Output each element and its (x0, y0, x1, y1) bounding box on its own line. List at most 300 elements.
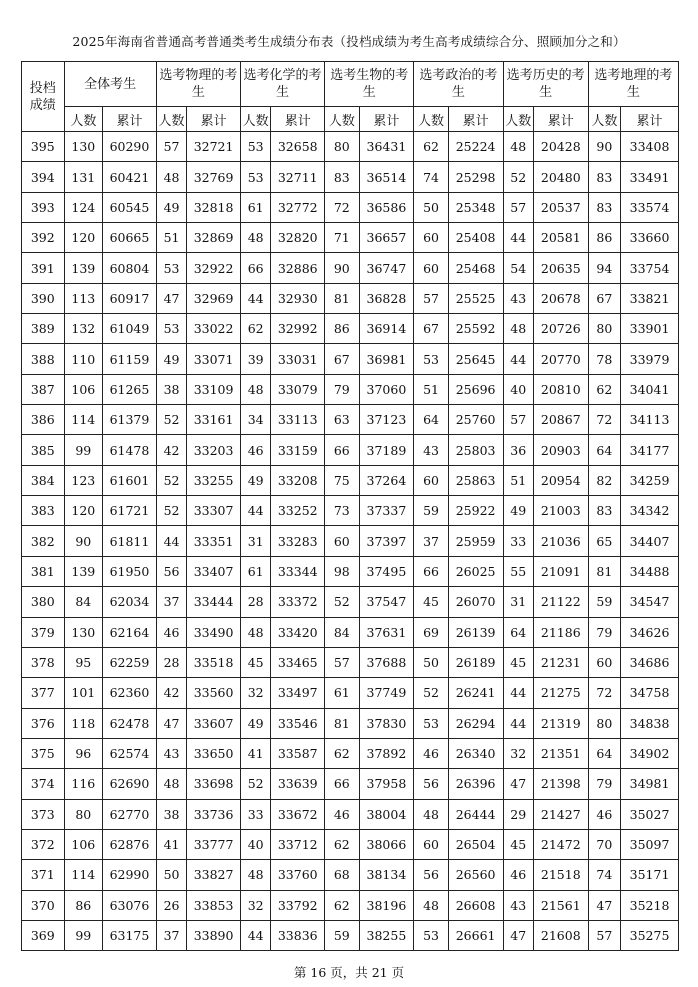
count-cell: 48 (503, 314, 533, 344)
count-cell: 95 (64, 647, 103, 677)
table-row (22, 526, 679, 556)
cumulative-cell: 32992 (271, 314, 325, 344)
cumulative-cell: 33203 (187, 435, 241, 465)
cumulative-cell: 21091 (533, 556, 588, 586)
cumulative-cell: 26560 (448, 860, 503, 890)
cumulative-cell: 61159 (103, 344, 157, 374)
cumulative-cell: 25348 (448, 192, 503, 222)
cumulative-cell: 34981 (621, 769, 679, 799)
cumulative-cell: 25922 (448, 496, 503, 526)
cumulative-cell: 20480 (533, 162, 588, 192)
count-cell: 44 (503, 708, 533, 738)
cumulative-cell: 61811 (103, 526, 157, 556)
cumulative-cell: 26189 (448, 647, 503, 677)
cumulative-cell: 34686 (621, 647, 679, 677)
count-cell: 47 (503, 769, 533, 799)
cumulative-cell: 36586 (359, 192, 414, 222)
score-cell: 386 (22, 405, 65, 435)
cumulative-cell: 38004 (359, 799, 414, 829)
cumulative-cell: 35218 (621, 890, 679, 920)
table-row (22, 435, 679, 465)
cumulative-cell: 37631 (359, 617, 414, 647)
count-cell: 78 (588, 344, 620, 374)
count-cell: 49 (503, 496, 533, 526)
cumulative-cell: 26396 (448, 769, 503, 799)
count-cell: 31 (503, 587, 533, 617)
count-cell: 86 (588, 223, 620, 253)
cumulative-cell: 33639 (271, 769, 325, 799)
cumulative-cell: 62259 (103, 647, 157, 677)
cumulative-cell: 21561 (533, 890, 588, 920)
table-row (22, 617, 679, 647)
count-cell: 130 (64, 617, 103, 647)
count-cell: 61 (240, 556, 270, 586)
cumulative-cell: 21122 (533, 587, 588, 617)
cumulative-cell: 33587 (271, 738, 325, 768)
count-header: 人数 (325, 107, 359, 132)
table-row (22, 799, 679, 829)
cumulative-cell: 36747 (359, 253, 414, 283)
count-cell: 83 (588, 162, 620, 192)
cumulative-cell: 25696 (448, 374, 503, 404)
cumulative-cell: 33031 (271, 344, 325, 374)
count-cell: 31 (240, 526, 270, 556)
cumulative-cell: 25298 (448, 162, 503, 192)
count-cell: 118 (64, 708, 103, 738)
cumulative-cell: 60290 (103, 132, 157, 162)
score-cell: 372 (22, 829, 65, 859)
cumulative-cell: 32886 (271, 253, 325, 283)
count-cell: 83 (325, 162, 359, 192)
cumulative-cell: 33351 (187, 526, 241, 556)
count-cell: 37 (414, 526, 448, 556)
score-cell: 388 (22, 344, 65, 374)
cumulative-cell: 62574 (103, 738, 157, 768)
cumulative-cell: 21231 (533, 647, 588, 677)
cumulative-cell: 33113 (271, 405, 325, 435)
score-cell: 369 (22, 920, 65, 950)
count-cell: 53 (156, 253, 186, 283)
count-cell: 52 (240, 769, 270, 799)
count-cell: 62 (414, 132, 448, 162)
count-cell: 69 (414, 617, 448, 647)
count-cell: 60 (414, 465, 448, 495)
count-header: 人数 (64, 107, 103, 132)
cumulative-cell: 33672 (271, 799, 325, 829)
cumulative-cell: 33372 (271, 587, 325, 617)
count-cell: 98 (325, 556, 359, 586)
score-cell: 391 (22, 253, 65, 283)
cumulative-cell: 33660 (621, 223, 679, 253)
count-cell: 60 (325, 526, 359, 556)
count-cell: 28 (156, 647, 186, 677)
table-row (22, 678, 679, 708)
cumulative-cell: 21275 (533, 678, 588, 708)
cumulative-cell: 34113 (621, 405, 679, 435)
count-cell: 50 (414, 192, 448, 222)
count-cell: 53 (414, 708, 448, 738)
count-cell: 48 (240, 223, 270, 253)
cumulative-header: 累计 (103, 107, 157, 132)
cumulative-cell: 25468 (448, 253, 503, 283)
count-cell: 62 (588, 374, 620, 404)
count-cell: 44 (156, 526, 186, 556)
cumulative-cell: 26025 (448, 556, 503, 586)
cumulative-cell: 20954 (533, 465, 588, 495)
count-cell: 52 (503, 162, 533, 192)
count-cell: 57 (414, 283, 448, 313)
score-cell: 375 (22, 738, 65, 768)
count-cell: 51 (156, 223, 186, 253)
cumulative-cell: 32658 (271, 132, 325, 162)
cumulative-cell: 61379 (103, 405, 157, 435)
cumulative-cell: 25760 (448, 405, 503, 435)
table-row (22, 647, 679, 677)
count-cell: 83 (588, 192, 620, 222)
cumulative-cell: 21472 (533, 829, 588, 859)
score-cell: 370 (22, 890, 65, 920)
cumulative-cell: 33518 (187, 647, 241, 677)
count-cell: 60 (414, 253, 448, 283)
cumulative-cell: 33698 (187, 769, 241, 799)
cumulative-cell: 33546 (271, 708, 325, 738)
cumulative-cell: 20537 (533, 192, 588, 222)
count-cell: 60 (414, 223, 448, 253)
cumulative-cell: 33712 (271, 829, 325, 859)
score-cell: 383 (22, 496, 65, 526)
cumulative-cell: 26241 (448, 678, 503, 708)
count-cell: 60 (588, 647, 620, 677)
table-row (22, 283, 679, 313)
cumulative-cell: 25803 (448, 435, 503, 465)
cumulative-cell: 32711 (271, 162, 325, 192)
count-cell: 66 (240, 253, 270, 283)
count-cell: 45 (503, 829, 533, 859)
cumulative-cell: 35275 (621, 920, 679, 950)
count-header: 人数 (240, 107, 270, 132)
table-row (22, 829, 679, 859)
score-distribution-table (21, 61, 679, 951)
cumulative-cell: 20770 (533, 344, 588, 374)
cumulative-cell: 33574 (621, 192, 679, 222)
score-cell: 394 (22, 162, 65, 192)
cumulative-cell: 61721 (103, 496, 157, 526)
cumulative-cell: 61950 (103, 556, 157, 586)
group-header-history: 选考历史的考生 (503, 62, 588, 107)
count-cell: 84 (64, 587, 103, 617)
count-cell: 38 (156, 374, 186, 404)
score-cell: 385 (22, 435, 65, 465)
count-cell: 52 (325, 587, 359, 617)
count-cell: 49 (240, 465, 270, 495)
count-cell: 46 (414, 738, 448, 768)
count-cell: 43 (414, 435, 448, 465)
count-cell: 130 (64, 132, 103, 162)
count-cell: 41 (156, 829, 186, 859)
cumulative-cell: 33890 (187, 920, 241, 950)
cumulative-cell: 32930 (271, 283, 325, 313)
count-cell: 34 (240, 405, 270, 435)
score-cell: 389 (22, 314, 65, 344)
cumulative-cell: 20428 (533, 132, 588, 162)
table-row (22, 860, 679, 890)
score-cell: 392 (22, 223, 65, 253)
count-cell: 53 (240, 162, 270, 192)
score-cell: 395 (22, 132, 65, 162)
count-cell: 81 (588, 556, 620, 586)
count-cell: 80 (325, 132, 359, 162)
cumulative-cell: 20581 (533, 223, 588, 253)
count-cell: 67 (588, 283, 620, 313)
cumulative-cell: 37264 (359, 465, 414, 495)
count-cell: 43 (156, 738, 186, 768)
cumulative-cell: 33491 (621, 162, 679, 192)
count-cell: 44 (240, 283, 270, 313)
cumulative-cell: 37189 (359, 435, 414, 465)
count-cell: 52 (414, 678, 448, 708)
cumulative-cell: 37688 (359, 647, 414, 677)
count-cell: 59 (588, 587, 620, 617)
count-cell: 45 (503, 647, 533, 677)
cumulative-cell: 37547 (359, 587, 414, 617)
cumulative-cell: 21036 (533, 526, 588, 556)
cumulative-cell: 33827 (187, 860, 241, 890)
cumulative-cell: 36914 (359, 314, 414, 344)
count-cell: 75 (325, 465, 359, 495)
count-cell: 43 (503, 283, 533, 313)
cumulative-cell: 60421 (103, 162, 157, 192)
cumulative-cell: 37397 (359, 526, 414, 556)
count-cell: 49 (240, 708, 270, 738)
count-cell: 64 (503, 617, 533, 647)
cumulative-cell: 33255 (187, 465, 241, 495)
cumulative-cell: 33079 (271, 374, 325, 404)
count-cell: 90 (588, 132, 620, 162)
table-row (22, 556, 679, 586)
cumulative-cell: 25959 (448, 526, 503, 556)
cumulative-cell: 25592 (448, 314, 503, 344)
count-cell: 79 (325, 374, 359, 404)
count-cell: 40 (503, 374, 533, 404)
cumulative-cell: 62990 (103, 860, 157, 890)
cumulative-cell: 33022 (187, 314, 241, 344)
cumulative-cell: 21186 (533, 617, 588, 647)
cumulative-cell: 33497 (271, 678, 325, 708)
cumulative-cell: 32772 (271, 192, 325, 222)
cumulative-cell: 33252 (271, 496, 325, 526)
count-cell: 106 (64, 829, 103, 859)
count-cell: 57 (156, 132, 186, 162)
count-cell: 48 (414, 890, 448, 920)
cumulative-cell: 33408 (621, 132, 679, 162)
count-cell: 114 (64, 405, 103, 435)
table-row (22, 132, 679, 162)
cumulative-cell: 37830 (359, 708, 414, 738)
count-cell: 29 (503, 799, 533, 829)
cumulative-cell: 62034 (103, 587, 157, 617)
count-cell: 73 (325, 496, 359, 526)
table-row (22, 253, 679, 283)
cumulative-cell: 25408 (448, 223, 503, 253)
table-row (22, 465, 679, 495)
cumulative-cell: 33777 (187, 829, 241, 859)
count-cell: 62 (325, 890, 359, 920)
count-cell: 71 (325, 223, 359, 253)
cumulative-cell: 35097 (621, 829, 679, 859)
count-cell: 48 (156, 162, 186, 192)
count-cell: 37 (156, 920, 186, 950)
cumulative-cell: 25525 (448, 283, 503, 313)
cumulative-cell: 26070 (448, 587, 503, 617)
count-cell: 48 (240, 860, 270, 890)
count-cell: 48 (240, 374, 270, 404)
count-cell: 132 (64, 314, 103, 344)
count-cell: 52 (156, 496, 186, 526)
cumulative-cell: 36431 (359, 132, 414, 162)
count-header: 人数 (503, 107, 533, 132)
cumulative-cell: 62770 (103, 799, 157, 829)
group-header-chemistry: 选考化学的考生 (240, 62, 324, 107)
cumulative-cell: 32820 (271, 223, 325, 253)
count-cell: 47 (156, 708, 186, 738)
count-cell: 40 (240, 829, 270, 859)
cumulative-cell: 26340 (448, 738, 503, 768)
cumulative-cell: 20810 (533, 374, 588, 404)
table-row (22, 374, 679, 404)
cumulative-cell: 33736 (187, 799, 241, 829)
cumulative-cell: 37337 (359, 496, 414, 526)
count-cell: 53 (414, 344, 448, 374)
score-cell: 373 (22, 799, 65, 829)
count-cell: 79 (588, 769, 620, 799)
cumulative-cell: 25863 (448, 465, 503, 495)
cumulative-cell: 26294 (448, 708, 503, 738)
cumulative-cell: 32922 (187, 253, 241, 283)
cumulative-cell: 37958 (359, 769, 414, 799)
count-cell: 46 (325, 799, 359, 829)
cumulative-header: 累计 (448, 107, 503, 132)
count-cell: 39 (240, 344, 270, 374)
count-cell: 70 (588, 829, 620, 859)
score-cell: 377 (22, 678, 65, 708)
count-cell: 32 (240, 890, 270, 920)
cumulative-cell: 20903 (533, 435, 588, 465)
count-cell: 48 (414, 799, 448, 829)
table-row (22, 769, 679, 799)
cumulative-cell: 25224 (448, 132, 503, 162)
count-cell: 74 (414, 162, 448, 192)
cumulative-cell: 36657 (359, 223, 414, 253)
score-cell: 390 (22, 283, 65, 313)
count-cell: 62 (325, 738, 359, 768)
cumulative-cell: 21398 (533, 769, 588, 799)
count-cell: 123 (64, 465, 103, 495)
cumulative-cell: 33979 (621, 344, 679, 374)
cumulative-header: 累计 (359, 107, 414, 132)
table-row (22, 162, 679, 192)
cumulative-cell: 37495 (359, 556, 414, 586)
count-header: 人数 (156, 107, 186, 132)
count-cell: 72 (588, 678, 620, 708)
score-column-header: 投档成绩 (22, 62, 65, 132)
cumulative-cell: 34902 (621, 738, 679, 768)
cumulative-cell: 33161 (187, 405, 241, 435)
cumulative-cell: 26444 (448, 799, 503, 829)
count-cell: 56 (414, 860, 448, 890)
cumulative-cell: 32818 (187, 192, 241, 222)
count-cell: 44 (503, 678, 533, 708)
cumulative-cell: 26661 (448, 920, 503, 950)
count-cell: 47 (156, 283, 186, 313)
count-cell: 116 (64, 769, 103, 799)
count-cell: 81 (325, 708, 359, 738)
count-cell: 51 (503, 465, 533, 495)
cumulative-cell: 26504 (448, 829, 503, 859)
cumulative-cell: 33109 (187, 374, 241, 404)
count-cell: 62 (325, 829, 359, 859)
cumulative-cell: 62164 (103, 617, 157, 647)
cumulative-cell: 33490 (187, 617, 241, 647)
count-cell: 82 (588, 465, 620, 495)
cumulative-cell: 34177 (621, 435, 679, 465)
count-cell: 66 (325, 435, 359, 465)
count-cell: 60 (414, 829, 448, 859)
cumulative-cell: 20867 (533, 405, 588, 435)
score-cell: 387 (22, 374, 65, 404)
count-cell: 67 (325, 344, 359, 374)
score-cell: 393 (22, 192, 65, 222)
cumulative-cell: 33407 (187, 556, 241, 586)
count-cell: 57 (325, 647, 359, 677)
count-cell: 94 (588, 253, 620, 283)
count-cell: 44 (503, 344, 533, 374)
cumulative-cell: 62876 (103, 829, 157, 859)
cumulative-cell: 38255 (359, 920, 414, 950)
cumulative-header: 累计 (621, 107, 679, 132)
count-cell: 59 (325, 920, 359, 950)
count-cell: 50 (156, 860, 186, 890)
cumulative-cell: 21003 (533, 496, 588, 526)
table-row (22, 314, 679, 344)
cumulative-cell: 20635 (533, 253, 588, 283)
cumulative-cell: 63175 (103, 920, 157, 950)
count-cell: 79 (588, 617, 620, 647)
count-cell: 33 (240, 799, 270, 829)
count-cell: 42 (156, 435, 186, 465)
count-cell: 46 (588, 799, 620, 829)
group-header-physics: 选考物理的考生 (156, 62, 240, 107)
cumulative-cell: 36981 (359, 344, 414, 374)
cumulative-cell: 34407 (621, 526, 679, 556)
cumulative-cell: 62478 (103, 708, 157, 738)
count-cell: 81 (325, 283, 359, 313)
count-cell: 139 (64, 556, 103, 586)
score-cell: 376 (22, 708, 65, 738)
count-cell: 68 (325, 860, 359, 890)
cumulative-cell: 32769 (187, 162, 241, 192)
cumulative-cell: 38196 (359, 890, 414, 920)
count-cell: 47 (503, 920, 533, 950)
count-cell: 45 (240, 647, 270, 677)
count-cell: 124 (64, 192, 103, 222)
count-cell: 96 (64, 738, 103, 768)
cumulative-cell: 62360 (103, 678, 157, 708)
count-cell: 113 (64, 283, 103, 313)
count-cell: 28 (240, 587, 270, 617)
cumulative-cell: 33344 (271, 556, 325, 586)
cumulative-cell: 37749 (359, 678, 414, 708)
count-cell: 63 (325, 405, 359, 435)
